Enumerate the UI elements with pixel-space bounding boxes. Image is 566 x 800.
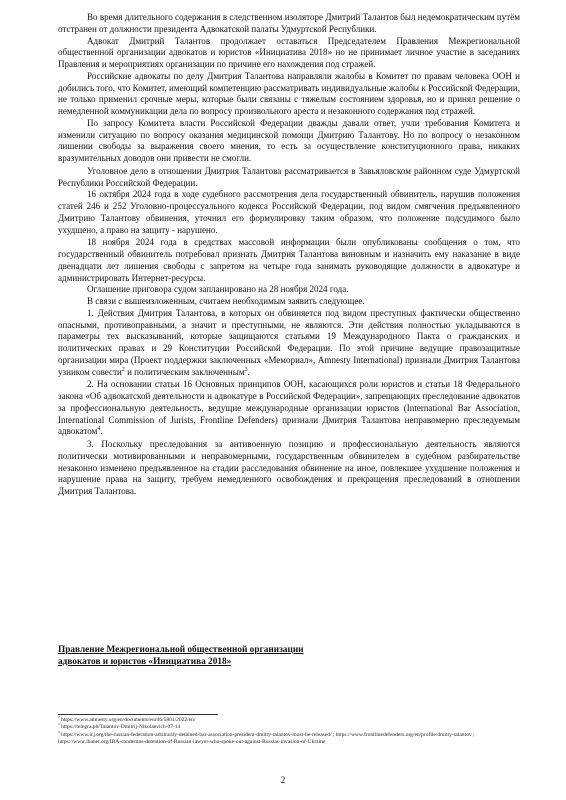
statement-point-1: [58, 308, 520, 379]
statement-point-3: 3. Поскольку преследования за антивоенную позицию и профессиональную деятельность являются политически мотивированными и неправомерными, государственным обвинителем в судебном разбирательстве незаконно изменено предъявленное на стадии расследования обвинение на иное, повлекшее ухудшение положения и нарушение права на защиту, требуем немедленного освобождения и прекращения преследований в отношении Дмитрия Талантова.: [58, 439, 520, 496]
document-body: [58, 12, 520, 498]
paragraph-october-hearing: 16 октября 2024 года в ходе судебного рассмотрения дела государственный обвинитель, нарушив положения статей 246 и 252 Уголовно-процессуального кодекса Российской Федерации, под видом смягчения предъявленного Дмитрию Талантову обвинения, уточнил его формулировку таким образом, что положение подсудимого было ухудшено, а право на защиту - нарушено.: [58, 189, 520, 235]
footnote-ref-2: 2: [121, 366, 125, 373]
point-2-end: .: [100, 426, 103, 437]
paragraph-statement-intro: В связи с вышеизложенным, считаем необходимым заявить следующее.: [87, 296, 365, 306]
paragraph-un-complaint: Российские адвокаты по делу Дмитрия Талантова направляли жалобы в Комитет по правам человека ООН и добились того, что Комитет, имеющий компетенцию рассматривать индивидуальные жалобы к Российской Федерации, не только применил срочные меры, которые были связаны с тяжелым состоянием здоровья, но и принял решение о немедленной коммуникации дела по вопросу произвольного ареста и незаконного содержания под стражей.: [58, 70, 520, 116]
signature-block: [58, 644, 520, 668]
footnote-2-link: https://www.amnesty.org/en/documents/eur46/5801/2022/en/: [59, 717, 196, 723]
footnote-4: [58, 729, 520, 747]
footnote-4-links: https://www.icj.org/the-russian-federation-arbitrarily-detained-bar-association-president-dmitry-talantov-must-be-released/ ; https://www.frontlinedefenders.org/en/profile/dmitry-talantov ; https://www.ibanet.org/IBA-condemns-detention-of-Russian-lawyer-who-spoke-out-against-Russias-invasion-of-Ukraine: [58, 731, 475, 745]
paragraph-verdict-date: Оглашение приговора судом запланировано на 28 ноября 2024 года.: [87, 284, 349, 295]
signature-line-1: Правление Межрегиональной общественной организации: [58, 645, 304, 655]
footnote-2-number: 2: [58, 715, 60, 720]
paragraph-court-case: Уголовное дело в отношении Дмитрия Талантова рассматривается в Завьяловском районном суде Удмуртской Республики Российской Федерации.: [58, 165, 520, 188]
paragraph-committee-response: По запросу Комитета власти Российской Федерации дважды давали ответ, учли требования Комитета и изменили ситуацию по вопросу оказания медицинской помощи Дмитрию Талантову. Но по вопросу о незаконном лишении свободы за выражения своего мнения, то есть за осуществление конституционного права, никаких вразумительных доводов они привести не смогли.: [58, 117, 520, 163]
point-1-end: .: [247, 366, 250, 377]
footnote-3-link: https://telegra.ph/Talantov-Dmitrij-Nikolaevich-07-14: [59, 724, 181, 731]
paragraph-november-demand: 18 ноября 2024 года в средствах массовой информации были опубликованы сообщения о том, что государственный обвинитель потребовал признать Дмитрия Талантова виновным и назначить ему наказание в виде двенадцати лет лишения свободы с запретом на четыре года занимать руководящие должности в адвокатуре и администрировать Интернет-ресурсы.: [58, 237, 520, 283]
footnote-3: [58, 724, 520, 731]
paragraph-chairman-status: Адвокат Дмитрий Талантов продолжает оставаться Председателем Правления Межрегиональной общественной организации адвокатов и юристов «Инициатива 2018» но не принимает личное участие в заседаниях Правления и мероприятиях организации по причине его нахождения под стражей.: [58, 35, 520, 69]
footnote-3-number: 3: [58, 722, 60, 727]
statement-point-2: [58, 379, 520, 438]
footnote-ref-3: 3: [244, 366, 248, 373]
point-1-text: 1. Действия Дмитрия Талантова, в которых он обвиняется под видом преступных фактически общественно опасными, противоправными, а значит и преступными, не являются. Эти действия полностью укладываются в параметры тех высказываний, которые защищаются статьями 19 Международного Пакта о гражданских и политических правах и 29 Конституции Российской Федерации. По этой причине ведущие правозащитные организации мира (Проект поддержки заключенных «Мемориал», Amnesty International) признали Дмитрия Талантова узником совести: [58, 307, 520, 377]
signature-line-2: адвокатов и юристов «Инициатива 2018»: [58, 657, 232, 667]
point-1-mid: и политическим заключенным: [124, 366, 245, 377]
paragraph-detention-removal: Во время длительного содержания в следственном изоляторе Дмитрий Талантов был недемократическим путём отстранен от должности президента Адвокатской палаты Удмуртской Республики.: [58, 12, 520, 34]
footnote-4-number: 4: [58, 729, 60, 734]
footnotes: [58, 717, 520, 746]
point-2-text: 2. На основании статьи 16 Основных принципов ООН, касающихся роли юристов и статьи 18 Федерального закона «Об адвокатской деятельности и адвокатуре в Российской Федерации», запрещающих преследование адвокатов за профессиональную деятельность, ведущие международные организации юристов (International Bar Association, International Commission of Jurists, Frontline Defenders) признали Дмитрия Талантова неправомерно преследуемым адвокатом: [58, 379, 520, 437]
footnote-ref-4: 4: [97, 426, 101, 433]
footnote-divider: [58, 714, 218, 715]
page-number: 2: [280, 775, 286, 785]
